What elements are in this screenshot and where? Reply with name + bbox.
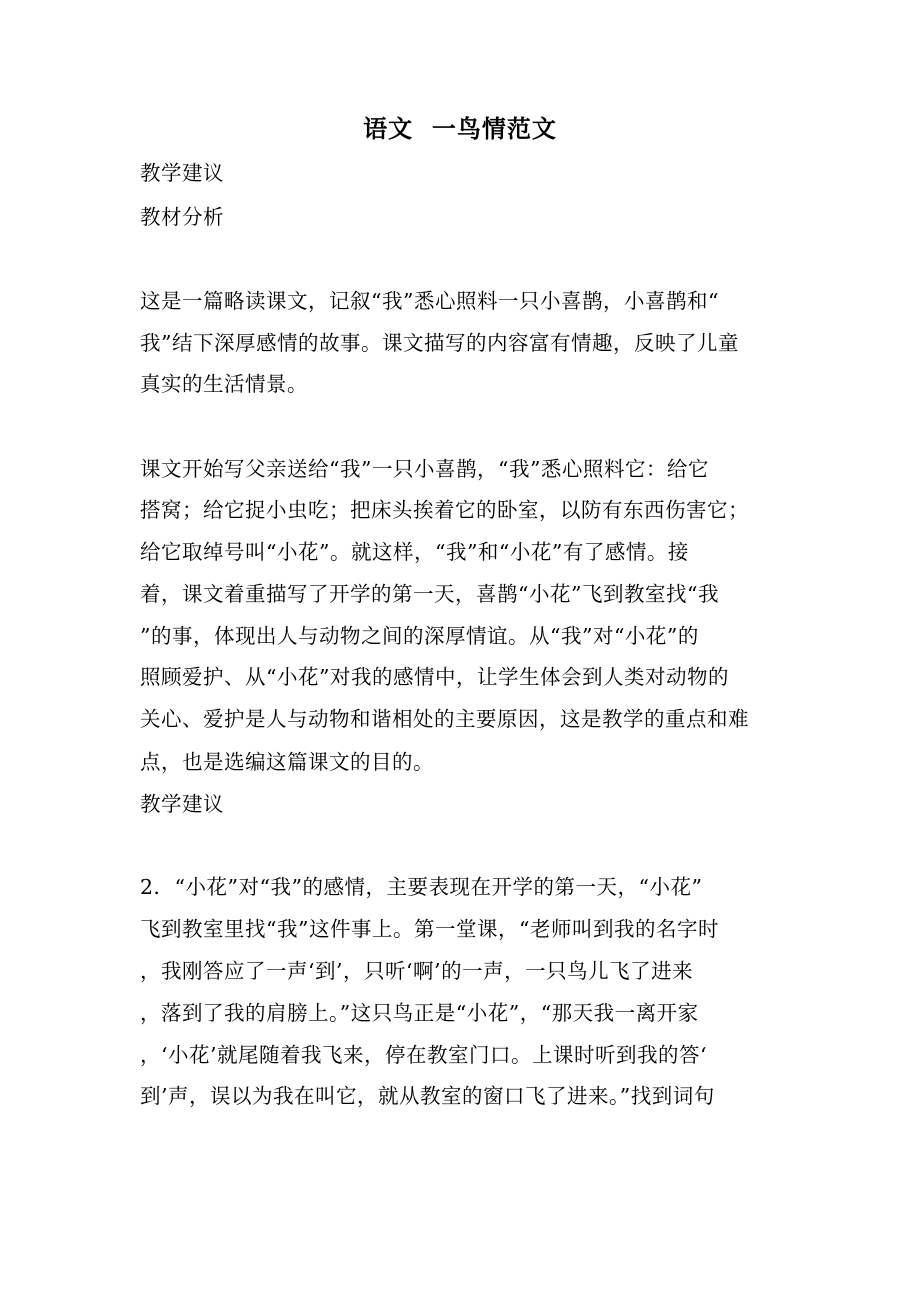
paragraph-line: 这是一篇略读课文，记叙“我”悉心照料一只小喜鹊，小喜鹊和“ <box>140 289 719 313</box>
paragraph-line: 着，课文着重描写了开学的第一天，喜鹊“小花”飞到教室找“我 <box>140 582 719 606</box>
paragraph-line: ，落到了我的肩膀上。”这只鸟正是“小花”，“那天我一离开家 <box>140 1001 699 1025</box>
paragraph-line: 点，也是选编这篇课文的目的。 <box>140 750 434 774</box>
paragraph-line: 给它取绰号叫“小花”。就这样，“我”和“小花”有了感情。接 <box>140 540 689 564</box>
section-heading-teaching-suggestions-2: 教学建议 <box>140 792 224 816</box>
paragraph-line: 2．“小花”对“我”的感情，主要表现在开学的第一天，“小花” <box>140 875 703 899</box>
paragraph-line: 照顾爱护、从“小花”对我的感情中，让学生体会到人类对动物的 <box>140 665 729 689</box>
section-heading-material-analysis: 教材分析 <box>140 205 224 229</box>
paragraph-line: 搭窝；给它捉小虫吃；把床头挨着它的卧室，以防有东西伤害它； <box>140 498 749 522</box>
paragraph-line: 课文开始写父亲送给“我”一只小喜鹊，“我”悉心照料它：给它 <box>140 457 709 481</box>
section-heading-teaching-suggestions: 教学建议 <box>140 161 224 185</box>
paragraph-line: 到’声，误以为我在叫它，就从教室的窗口飞了进来。”找到词句 <box>140 1084 715 1108</box>
paragraph-line: ，我刚答应了一声‘到’，只听‘啊’的一声，一只鸟儿飞了进来 <box>140 959 694 983</box>
paragraph-line: ”的事，体现出人与动物之间的深厚情谊。从“我”对“小花”的 <box>140 624 699 648</box>
paragraph-line: 我”结下深厚感情的故事。课文描写的内容富有情趣，反映了儿童 <box>140 331 739 355</box>
paragraph-line: ，‘小花’就尾随着我飞来，停在教室门口。上课时听到我的答‘ <box>140 1043 708 1067</box>
document-title: 语文 一鸟情范文 <box>363 114 557 143</box>
paragraph-line: 飞到教室里找“我”这件事上。第一堂课，“老师叫到我的名字时 <box>140 917 719 941</box>
paragraph-line: 真实的生活情景。 <box>140 372 308 396</box>
paragraph-line: 关心、爱护是人与动物和谐相处的主要原因，这是教学的重点和难 <box>140 707 749 731</box>
